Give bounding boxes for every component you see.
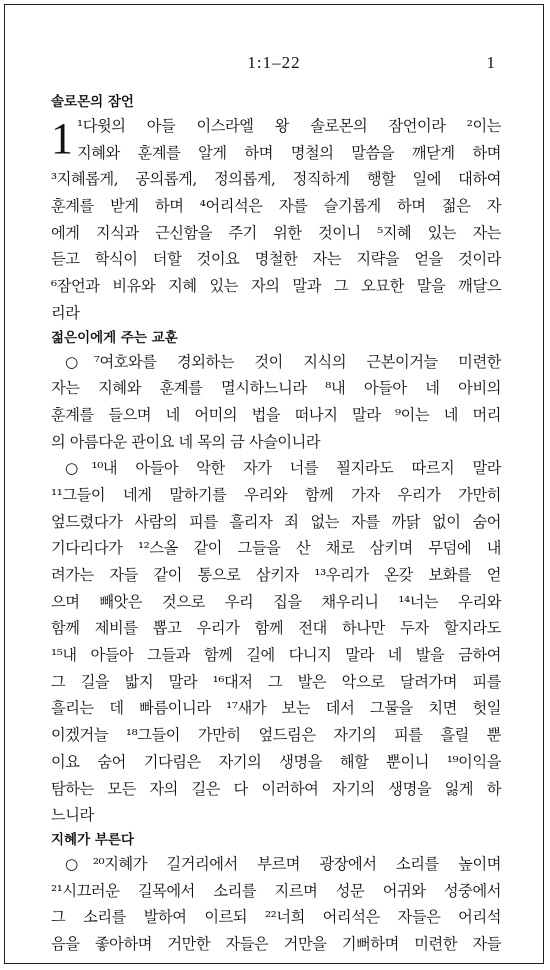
text-line: 음을 좋아하며 거만한 자들은 거만을 기뻐하며 미련한 자들: [51, 934, 501, 953]
section-heading: 지혜가 부른다: [51, 831, 134, 848]
text-line: 려가는 자들 같이 통으로 삼키자 ¹³우리가 온갖 보화를 얻: [51, 566, 501, 584]
text-line: 탐하는 모든 자의 길은 다 이러하여 자기의 생명을 잃게 하: [51, 779, 501, 798]
text-line: 훈계를 받게 하며 ⁴어리석은 자를 슬기롭게 하며 젊은 자: [51, 197, 501, 216]
text-line: 엎드렸다가 사람의 피를 흘리자 죄 없는 자를 까닭 없이 숨어: [51, 512, 501, 531]
page-chapter-number: 1: [486, 53, 495, 72]
text-line: 의 아름다운 관이요 네 목의 금 사슬이니라: [51, 432, 321, 451]
text-line: 이요 숨어 기다림은 자기의 생명을 해할 뿐이니 ¹⁹이익을: [51, 752, 501, 771]
text-line: ¹다윗의 아들 이스라엘 왕 솔로몬의 잠언이라 ²이는: [77, 117, 501, 135]
text-line: 지혜와 훈계를 알게 하며 명철의 말씀을 깨닫게 하며: [77, 143, 501, 162]
text-line: ○¹⁰내 아들아 악한 자가 너를 꾈지라도 따르지 말라: [65, 459, 501, 478]
bible-page: [4, 4, 544, 964]
section-heading: 솔로몬의 잠언: [51, 94, 134, 110]
text-line: 이겠거늘 ¹⁸그들이 가만히 엎드림은 자기의 피를 흘릴 뿐: [51, 726, 501, 745]
scripture-text: [51, 91, 501, 958]
running-header: [5, 53, 543, 73]
text-line: ¹⁵내 아들아 그들과 함께 길에 다니지 말라 네 발을 금하여: [51, 646, 501, 665]
chapter-dropcap: 1: [51, 114, 73, 163]
text-line: 리라: [51, 303, 80, 322]
text-line: 기다리다가 ¹²스올 같이 그들을 산 채로 삼키며 무덤에 내: [51, 539, 501, 558]
text-line: ○²⁰지혜가 길거리에서 부르며 광장에서 소리를 높이며: [65, 854, 501, 873]
chapter-intro: [51, 113, 501, 166]
text-line: ¹¹그들이 네게 말하기를 우리와 함께 가자 우리가 가만히: [51, 485, 501, 504]
verse-range: 1:1–22: [247, 53, 301, 72]
text-line: 느니라: [51, 806, 94, 825]
section-heading: 젊은이에게 주는 교훈: [51, 329, 178, 346]
text-line: 흘리는 데 빠름이니라 ¹⁷새가 보는 데서 그물을 치면 헛일: [51, 699, 501, 718]
text-line: 그 길을 밟지 말라 ¹⁶대저 그 발은 악으로 달려가며 피를: [51, 672, 501, 691]
text-line: 으며 빼앗은 것으로 우리 집을 채우리니 ¹⁴너는 우리와: [51, 592, 501, 611]
text-line: ○⁷여호와를 경외하는 것이 지식의 근본이거늘 미련한: [65, 352, 501, 371]
text-line: 듣고 학식이 더할 것이요 명철한 자는 지략을 얻을 것이라: [51, 250, 501, 269]
text-line: 에게 지식과 근신함을 주기 위한 것이니 ⁵지혜 있는 자는: [51, 223, 501, 242]
text-line: 자는 지혜와 훈계를 멸시하느니라 ⁸내 아들아 네 아비의: [51, 379, 501, 398]
text-line: ³지혜롭게, 공의롭게, 정의롭게, 정직하게 행할 일에 대하여: [51, 170, 501, 189]
text-line: 그 소리를 발하여 이르되 ²²너희 어리석은 자들은 어리석: [51, 908, 501, 927]
text-line: ²¹시끄러운 길목에서 소리를 지르며 성문 어귀와 성중에서: [51, 881, 501, 900]
text-line: ⁶잠언과 비유와 지혜 있는 자의 말과 그 오묘한 말을 깨달으: [51, 277, 501, 296]
text-line: 함께 제비를 뽑고 우리가 함께 전대 하나만 두자 할지라도: [51, 619, 501, 638]
text-line: 훈계를 들으며 네 어미의 법을 떠나지 말라 ⁹이는 네 머리: [51, 405, 501, 424]
